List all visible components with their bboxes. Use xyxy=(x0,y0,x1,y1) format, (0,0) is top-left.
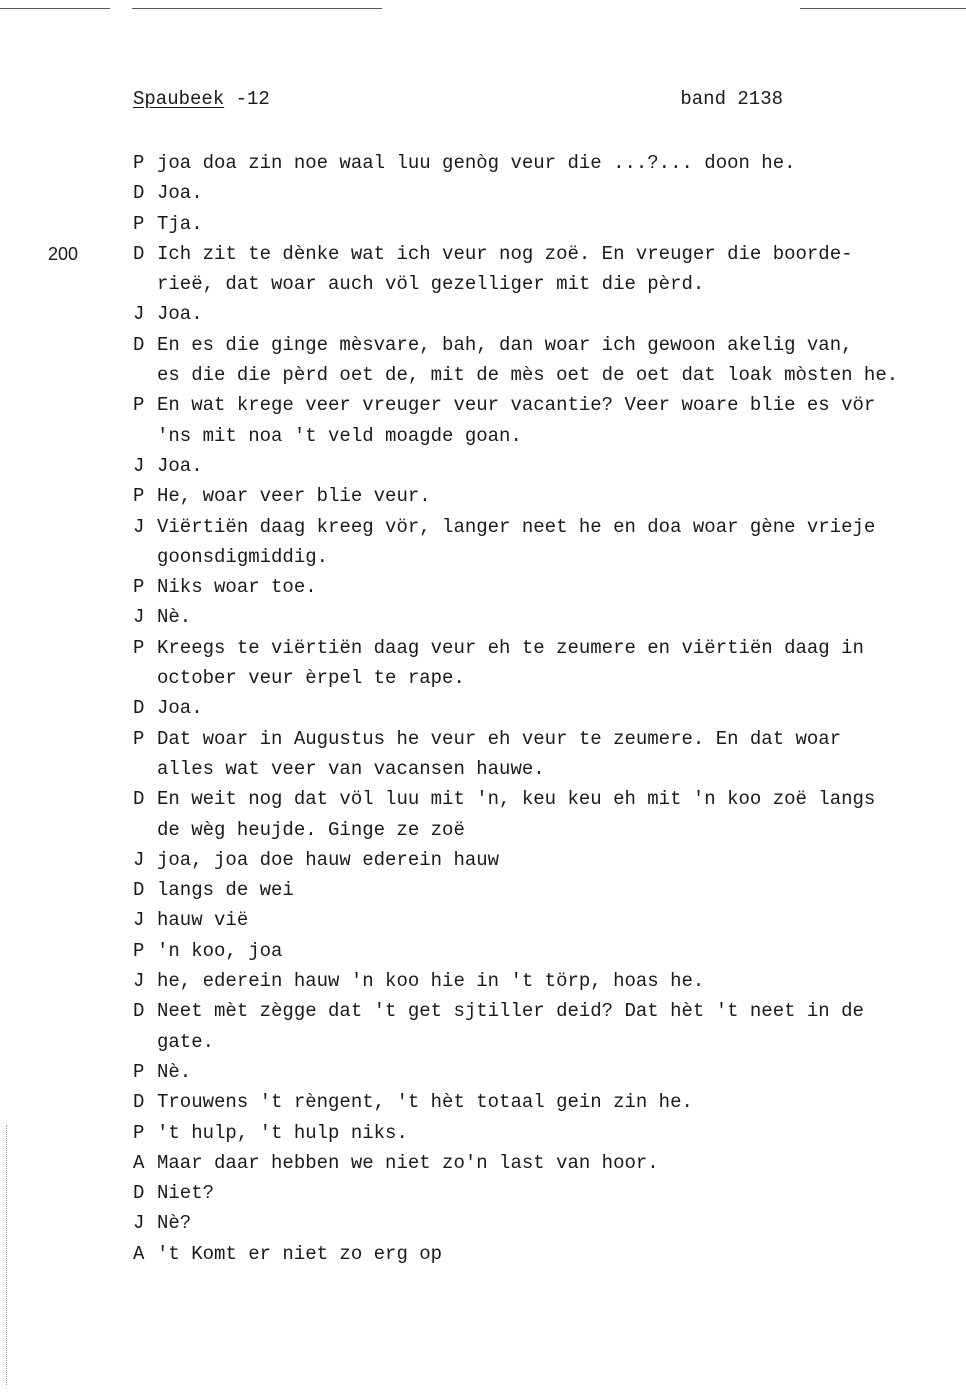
speaker-label: D xyxy=(133,788,145,811)
utterance-text: Joa. xyxy=(157,303,203,326)
transcript-line xyxy=(133,1148,963,1178)
utterance-text: es die die pèrd oet de, mit de mès oet de oet dat loak mòsten he. xyxy=(157,364,899,387)
transcript-line xyxy=(133,1118,963,1148)
page-header xyxy=(133,88,783,116)
transcript-line xyxy=(133,390,963,420)
speaker-label: J xyxy=(133,909,145,932)
speaker-label: P xyxy=(133,939,145,962)
utterance-text: Joa. xyxy=(157,454,203,477)
utterance-text: En weit nog dat völ luu mit 'n, keu keu eh mit 'n koo zoë langs xyxy=(157,788,876,811)
utterance-text: gate. xyxy=(157,1030,215,1053)
transcript-line xyxy=(133,451,963,481)
speaker-label: D xyxy=(133,1000,145,1023)
utterance-text: langs de wei xyxy=(157,879,294,902)
transcript-line xyxy=(133,512,963,542)
utterance-text: Nè? xyxy=(157,1212,192,1235)
utterance-text: Dat woar in Augustus he veur eh veur te zeumere. En dat woar xyxy=(157,727,842,750)
utterance-text: alles wat veer van vacansen hauwe. xyxy=(157,757,545,780)
utterance-text: 't Komt er niet zo erg op xyxy=(157,1242,443,1265)
speaker-label: D xyxy=(133,879,145,902)
transcript-line xyxy=(133,1087,963,1117)
speaker-label: P xyxy=(133,576,145,599)
transcript-line xyxy=(133,148,963,178)
transcript-line xyxy=(133,178,963,208)
transcript-line xyxy=(133,966,963,996)
transcript xyxy=(48,148,963,1269)
utterance-text: october veur èrpel te rape. xyxy=(157,667,465,690)
transcript-line xyxy=(133,481,963,511)
speaker-label: D xyxy=(133,697,145,720)
transcript-line xyxy=(133,905,963,935)
speaker-label: J xyxy=(133,454,145,477)
speaker-label: J xyxy=(133,606,145,629)
utterance-text: he, ederein hauw 'n koo hie in 't törp, hoas he. xyxy=(157,970,705,993)
speaker-label: J xyxy=(133,1212,145,1235)
speaker-label: P xyxy=(133,1060,145,1083)
line-number: 200 xyxy=(48,243,79,264)
utterance-text: Joa. xyxy=(157,697,203,720)
transcript-line xyxy=(133,875,963,905)
transcript-line xyxy=(133,360,963,390)
transcript-line xyxy=(133,754,963,784)
utterance-text: Ich zit te dènke wat ich veur nog zoë. En vreuger die boorde- xyxy=(157,242,853,265)
transcript-line xyxy=(133,572,963,602)
speaker-label: P xyxy=(133,636,145,659)
speaker-label: A xyxy=(133,1151,145,1174)
transcript-line xyxy=(133,693,963,723)
utterance-text: de wèg heujde. Ginge ze zoë xyxy=(157,818,465,841)
utterance-text: He, woar veer blie veur. xyxy=(157,485,431,508)
transcript-line xyxy=(48,239,963,269)
transcript-line xyxy=(133,299,963,329)
transcript-line xyxy=(133,542,963,572)
utterance-text: goonsdigmiddig. xyxy=(157,545,329,568)
speaker-label: P xyxy=(133,1121,145,1144)
transcript-line xyxy=(133,815,963,845)
transcript-line xyxy=(133,421,963,451)
utterance-text: Nè. xyxy=(157,1060,192,1083)
transcript-line xyxy=(133,1208,963,1238)
transcript-line xyxy=(133,1178,963,1208)
utterance-text: Trouwens 't rèngent, 't hèt totaal gein zin he. xyxy=(157,1091,693,1114)
utterance-text: 'n koo, joa xyxy=(157,939,283,962)
utterance-text: Maar daar hebben we niet zo'n last van hoor. xyxy=(157,1151,659,1174)
transcript-line xyxy=(133,663,963,693)
transcript-line xyxy=(133,936,963,966)
speaker-label: J xyxy=(133,515,145,538)
utterance-text: Tja. xyxy=(157,212,203,235)
speaker-label: D xyxy=(133,242,145,265)
transcript-line xyxy=(133,209,963,239)
transcript-line xyxy=(133,602,963,632)
document-title xyxy=(133,88,270,110)
utterance-text: 'ns mit noa 't veld moagde goan. xyxy=(157,424,522,447)
speaker-label: J xyxy=(133,848,145,871)
utterance-text: Niet? xyxy=(157,1182,215,1205)
speaker-label: J xyxy=(133,303,145,326)
transcript-line xyxy=(133,1057,963,1087)
transcript-line xyxy=(133,724,963,754)
utterance-text: Nè. xyxy=(157,606,192,629)
transcript-line xyxy=(133,784,963,814)
speaker-label: A xyxy=(133,1242,145,1265)
utterance-text: Neet mèt zègge dat 't get sjtiller deid? Dat hèt 't neet in de xyxy=(157,1000,864,1023)
utterance-text: Niks woar toe. xyxy=(157,576,317,599)
speaker-label: J xyxy=(133,970,145,993)
speaker-label: P xyxy=(133,394,145,417)
utterance-text: En es die ginge mèsvare, bah, dan woar ich gewoon akelig van, xyxy=(157,333,853,356)
speaker-label: P xyxy=(133,212,145,235)
utterance-text: Viërtiën daag kreeg vör, langer neet he en doa woar gène vrieje xyxy=(157,515,876,538)
transcript-line xyxy=(133,845,963,875)
speaker-label: P xyxy=(133,727,145,750)
transcript-line xyxy=(133,633,963,663)
utterance-text: hauw vië xyxy=(157,909,249,932)
utterance-text: Kreegs te viërtiën daag veur eh te zeumere en viërtiën daag in xyxy=(157,636,864,659)
utterance-text: Joa. xyxy=(157,182,203,205)
transcript-line xyxy=(133,996,963,1026)
transcript-line xyxy=(133,1239,963,1269)
utterance-text: joa, joa doe hauw ederein hauw xyxy=(157,848,500,871)
speaker-label: D xyxy=(133,1091,145,1114)
utterance-text: rieë, dat woar auch völ gezelliger mit die pèrd. xyxy=(157,273,705,296)
transcript-line xyxy=(133,1027,963,1057)
transcript-line xyxy=(133,330,963,360)
band-number: band 2138 xyxy=(680,88,783,110)
utterance-text: 't hulp, 't hulp niks. xyxy=(157,1121,408,1144)
speaker-label: P xyxy=(133,152,145,174)
top-rule-left xyxy=(0,8,110,9)
top-rule-right xyxy=(800,8,966,9)
speaker-label: D xyxy=(133,333,145,356)
utterance-text: En wat krege veer vreuger veur vacantie? Veer woare blie es vör xyxy=(157,394,876,417)
title-suffix: -12 xyxy=(224,88,270,110)
speaker-label: P xyxy=(133,485,145,508)
transcript-line xyxy=(133,269,963,299)
speaker-label: D xyxy=(133,1182,145,1205)
utterance-text: joa doa zin noe waal luu genòg veur die ...?... doon he. xyxy=(157,152,796,174)
margin-dots xyxy=(6,1125,9,1385)
speaker-label: D xyxy=(133,182,145,205)
title-underlined: Spaubeek xyxy=(133,88,225,110)
top-rule-middle xyxy=(132,8,382,9)
